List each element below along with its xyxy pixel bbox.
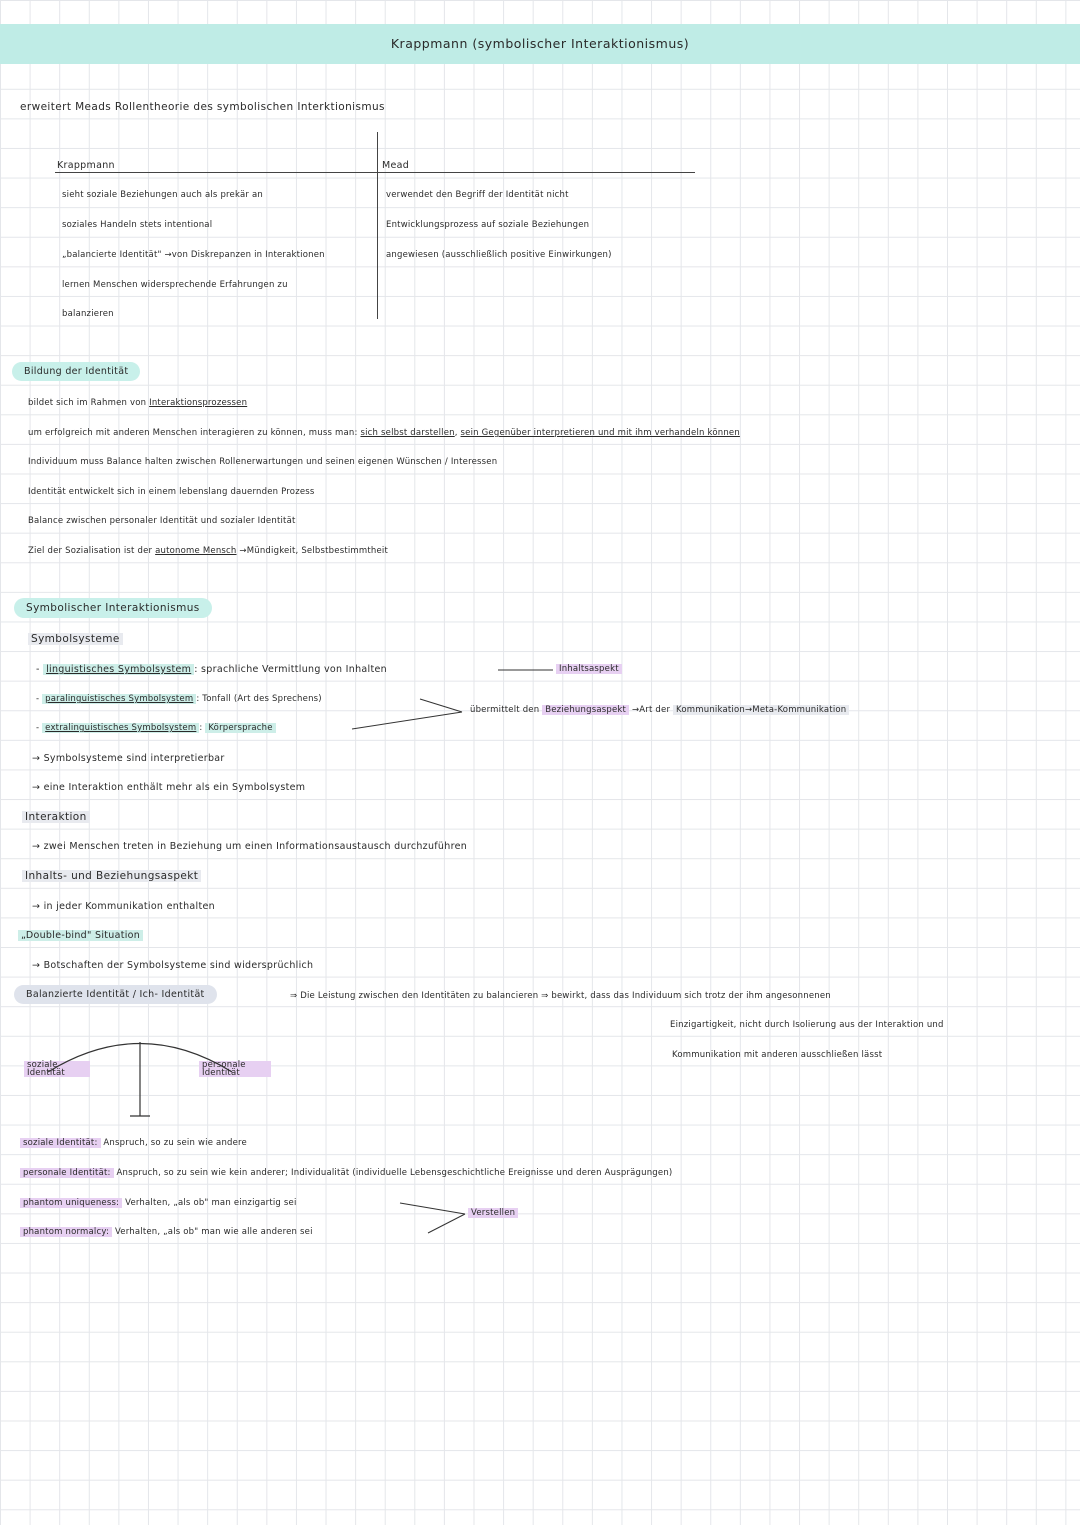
bildung-line-5: Balance zwischen personaler Identität und sozialer Identität <box>28 516 296 526</box>
personale-identitaet-diagram-label: personale Identität <box>199 1061 271 1077</box>
mead-item: angewiesen (ausschließlich positive Einwirkungen) <box>386 250 612 260</box>
intro-line: erweitert Meads Rollentheorie des symbolischen Interktionismus <box>20 101 385 113</box>
page-title: Krappmann (symbolischer Interaktionismus) <box>390 36 690 51</box>
bildung-line-3: Individuum muss Balance halten zwischen Rollenerwartungen und seinen eigenen Wünschen / Interessen <box>28 457 498 467</box>
personale-identitaet-def: personale Identität: Anspruch, so zu sein wie kein anderer; Individualität (individuelle Lebensgeschichtliche Ereignisse und deren Ausprägungen) <box>20 1168 672 1178</box>
symbolsysteme-label: Symbolsysteme <box>28 633 123 645</box>
inhalt-beziehung-label: Inhalts- und Beziehungsaspekt <box>22 870 201 882</box>
bildung-line-2: um erfolgreich mit anderen Menschen interagieren zu können, muss man: sich selbst darstellen, sein Gegenüber interpretieren und mit ihm verhandeln können <box>28 428 740 438</box>
inhaltsaspekt-label: Inhaltsaspekt <box>556 664 622 674</box>
mehr-als-line: → eine Interaktion enthält mehr als ein Symbolsystem <box>32 782 306 793</box>
bildung-heading: Bildung der Identität <box>12 362 140 381</box>
krappmann-item: „balancierte Identität" →von Diskrepanzen in Interaktionen <box>62 250 325 260</box>
krappmann-item: sieht soziale Beziehungen auch als prekär an <box>62 190 263 200</box>
beziehungsaspekt-line: übermittelt den Beziehungsaspekt →Art der Kommunikation→Meta-Kommunikation <box>470 705 849 715</box>
balanced-desc-3: Kommunikation mit anderen ausschließen lässt <box>672 1050 883 1060</box>
soziale-identitaet-def: soziale Identität: Anspruch, so zu sein wie andere <box>20 1138 247 1148</box>
bildung-line-6: Ziel der Sozialisation ist der autonome Mensch →Mündigkeit, Selbstbestimmtheit <box>28 546 389 556</box>
para-line: - paralinguistisches Symbolsystem : Tonfall (Art des Sprechens) <box>36 694 322 704</box>
interpretierbar-line: → Symbolsysteme sind interpretierbar <box>32 753 225 764</box>
interaktion-label: Interaktion <box>22 811 90 823</box>
balanced-desc-2: Einzigartigkeit, nicht durch Isolierung aus der Interaktion und <box>670 1020 944 1030</box>
table-header-rule <box>55 172 695 173</box>
mead-item: Entwicklungsprozess auf soziale Beziehungen <box>386 220 590 230</box>
balanced-identity-label: Balanzierte Identität / Ich- Identität <box>14 985 217 1004</box>
bildung-line-4: Identität entwickelt sich in einem lebenslang dauernden Prozess <box>28 487 315 497</box>
extra-line: - extralinguistisches Symbolsystem : Körpersprache <box>36 723 276 733</box>
double-bind-label: „Double-bind" Situation <box>18 930 143 941</box>
double-bind-desc: → Botschaften der Symbolsysteme sind widersprüchlich <box>32 960 314 971</box>
krappmann-item: balanzieren <box>62 309 114 319</box>
ling-line: - linguistisches Symbolsystem : sprachliche Vermittlung von Inhalten <box>36 664 387 675</box>
in-jeder-line: → in jeder Kommunikation enthalten <box>32 901 215 912</box>
symbolisch-heading: Symbolischer Interaktionismus <box>14 598 212 618</box>
bildung-line-1: bildet sich im Rahmen von Interaktionsprozessen <box>28 398 248 408</box>
krappmann-item: soziales Handeln stets intentional <box>62 220 213 230</box>
interaktion-desc: → zwei Menschen treten in Beziehung um einen Informationsaustausch durchzuführen <box>32 841 468 852</box>
phantom-uniqueness-def: phantom uniqueness: Verhalten, „als ob" man einzigartig sei <box>20 1198 297 1208</box>
krappmann-header: Krappmann <box>57 160 115 171</box>
table-column-divider <box>377 132 378 319</box>
mead-item: verwendet den Begriff der Identität nicht <box>386 190 569 200</box>
mead-header: Mead <box>382 160 410 171</box>
krappmann-item: lernen Menschen widersprechende Erfahrungen zu <box>62 280 288 290</box>
soziale-identitaet-diagram-label: soziale Identität <box>24 1061 90 1077</box>
verstellen-label: Verstellen <box>468 1208 518 1218</box>
phantom-normalcy-def: phantom normalcy: Verhalten, „als ob" man wie alle anderen sei <box>20 1227 313 1237</box>
balanced-desc-1: ⇒ Die Leistung zwischen den Identitäten zu balancieren ⇒ bewirkt, dass das Individuum sich trotz der ihm angesonnenen <box>290 991 831 1001</box>
